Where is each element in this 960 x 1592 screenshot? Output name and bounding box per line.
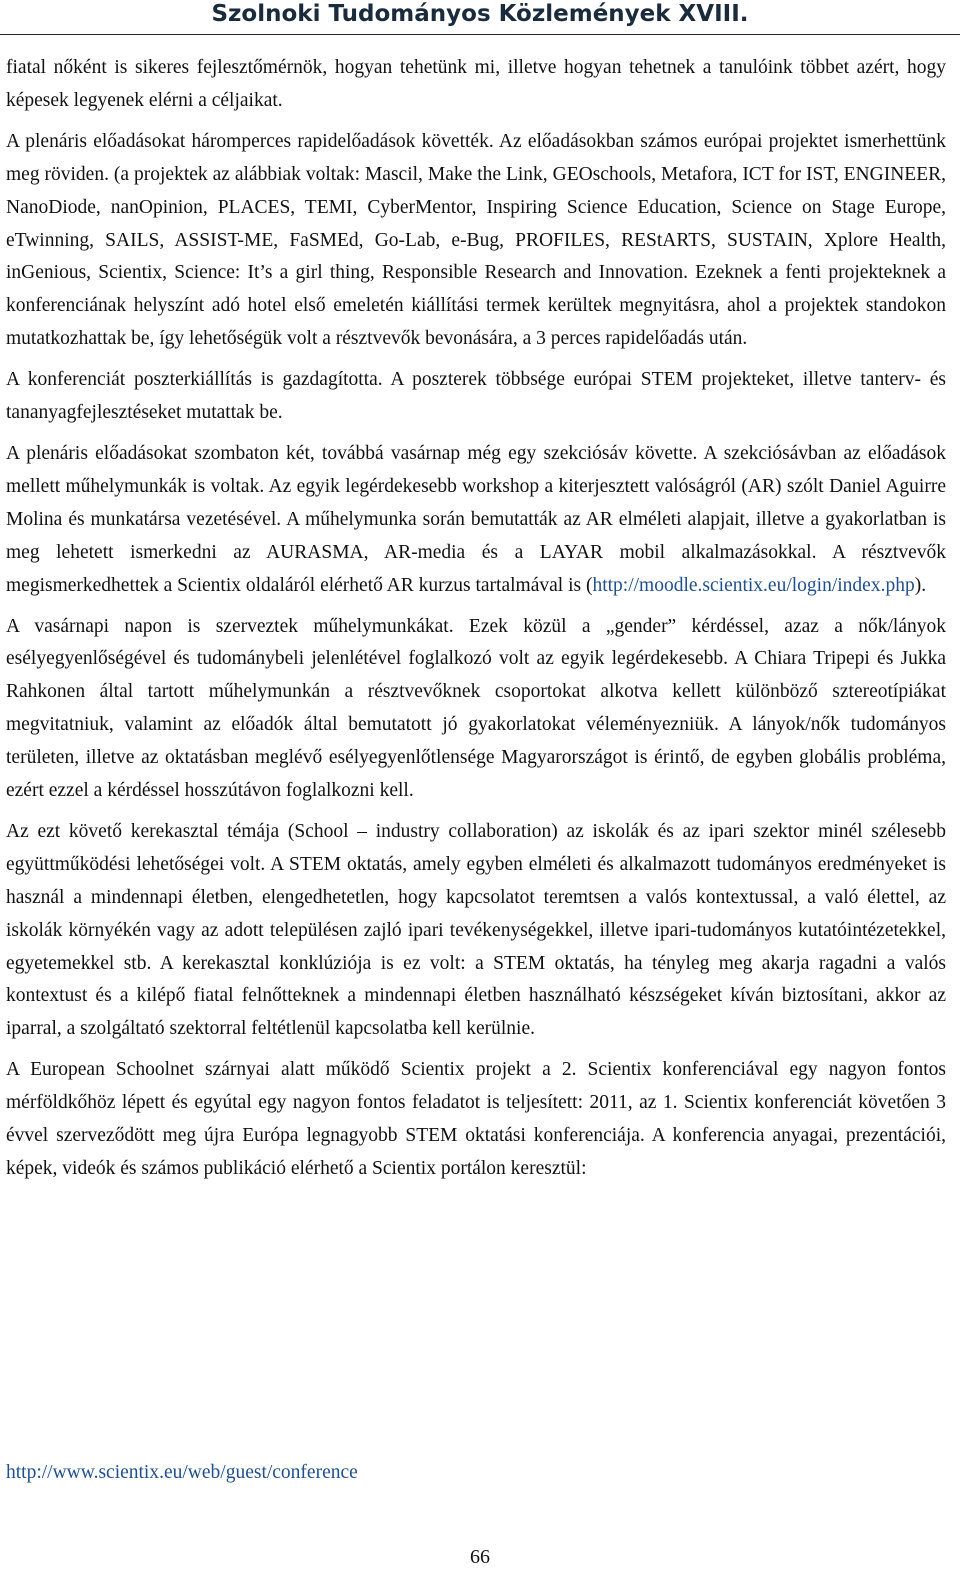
paragraph-7: A European Schoolnet szárnyai alatt működő Scientix projekt a 2. Scientix konferenciával egy nagyon fontos mérföldkőhöz lépett és egyútal egy nagyon fontos feladatot is teljesített: 2011, az 1. Scientix konferenciát követően 3 évvel szerveződött meg újra Európa legnagyobb STEM oktatási konferenciája. A konferencia anyagai, prezentációi, képek, videók és számos publikáció elérhető a Scientix portálon keresztül: <box>6 1059 946 1179</box>
paragraph-4-tail: ). <box>914 574 927 596</box>
moodle-link[interactable]: http://moodle.scientix.eu/login/index.php <box>592 574 915 596</box>
conference-link[interactable]: http://www.scientix.eu/web/guest/conference <box>6 1462 358 1483</box>
paragraph-1: fiatal nőként is sikeres fejlesztőmérnök, hogyan tehetünk mi, illetve hogyan tehetnek a tanulóink többet azért, hogy képesek legyenek elérni a céljaikat. <box>6 57 946 111</box>
paragraph-3: A konferenciát poszterkiállítás is gazdagította. A poszterek többsége európai STEM projekteket, illetve tanterv- és tananyagfejlesztéseket mutattak be. <box>6 369 946 424</box>
running-head: Szolnoki Tudományos Közlemények XVIII. <box>211 1 749 27</box>
paragraph-6: Az ezt követő kerekasztal témája (School – industry collaboration) az iskolák és az ipari szektor minél szélesebb együttműködési lehetőségei volt. A STEM oktatás, amely egyben elméleti és alkalmazott tudományos eredményeket is használ a mindennapi életben, elengedhetetlen, hogy kapcsolatot teremtsen a valós kontextussal, a való élettel, az iskolák környékén vagy az adott településen zajló ipari tevékenységekkel, illetve ipari-tudományos kutatóintézetekkel, egyetemekkel stb. A kerekasztal konklúziója is ez volt: a STEM oktatás, ha tényleg meg akarja ragadni a valós kontextust és a kilépő fiatal felnőtteknek a mindennapi életben használható készségeket kíván biztosítani, akkor az iparral, a szolgáltató szektorral feltétlenül kapcsolatba kell kerülnie. <box>6 820 946 1040</box>
body-text <box>6 52 946 1194</box>
page-number: 66 <box>470 1546 490 1568</box>
paragraph-2: A plenáris előadásokat háromperces rapidelőadások követték. Az előadásokban számos európai projektet ismerhettünk meg röviden. (a projektek az alábbiak voltak: Mascil, Make the Link, GEOschools, Metafora, ICT for IST, ENGINEER, NanoDiode, nanOpinion, PLACES, TEMI, CyberMentor, Inspiring Science Education, Science on Stage Europe, eTwinning, SAILS, ASSIST-ME, FaSMEd, Go-Lab, e-Bug, PROFILES, REStARTS, SUSTAIN, Xplore Health, inGenious, Scientix, Science: It’s a girl thing, Responsible Research and Innovation. Ezeknek a fenti projekteknek a konferenciának helyszínt adó hotel első emeletén kiállítási termek kerültek megnyitásra, ahol a projektek standokon mutatkozhattak be, így lehetőségük volt a résztvevők bevonására, a 3 perces rapidelőadás után. <box>6 130 946 350</box>
header-rule <box>0 34 960 35</box>
paragraph-5: A vasárnapi napon is szerveztek műhelymunkákat. Ezek közül a „gender” kérdéssel, azaz a nők/lányok esélyegyenlőségével és tudománybeli jelenlétével foglalkozó volt az egyik legérdekesebb. A Chiara Tripepi és Jukka Rahkonen által tartott műhelymunkán a résztvevőknek csoportokat alkotva kellett különböző sztereotípiákat megvitatniuk, valamint az előadók által bemutatott jó gyakorlatokat véleményezniük. A lányok/nők tudományos területen, illetve az oktatásban meglévő esélyegyenlőtlensége Magyarországot is érintő, de egyben globális probléma, ezért ezzel a kérdéssel hosszútávon foglalkozni kell. <box>6 615 946 802</box>
paragraph-4-text: A plenáris előadásokat szombaton két, továbbá vasárnap még egy szekciósáv követte. A szekciósávban az előadások mellett műhelymunkák is voltak. Az egyik legérdekesebb workshop a kiterjesztett valóságról (AR) szólt Daniel Aguirre Molina és munkatársa vezetésével. A műhelymunka során bemutatták az AR elméleti alapjait, illetve a gyakorlatban is meg lehetett ismerkedni az AURASMA, AR-media és a LAYAR mobil alkalmazásokkal. A résztvevők megismerkedhettek a Scientix oldaláról elérhető AR kurzus tartalmával is ( <box>6 442 946 596</box>
paragraph-4 <box>6 438 946 603</box>
